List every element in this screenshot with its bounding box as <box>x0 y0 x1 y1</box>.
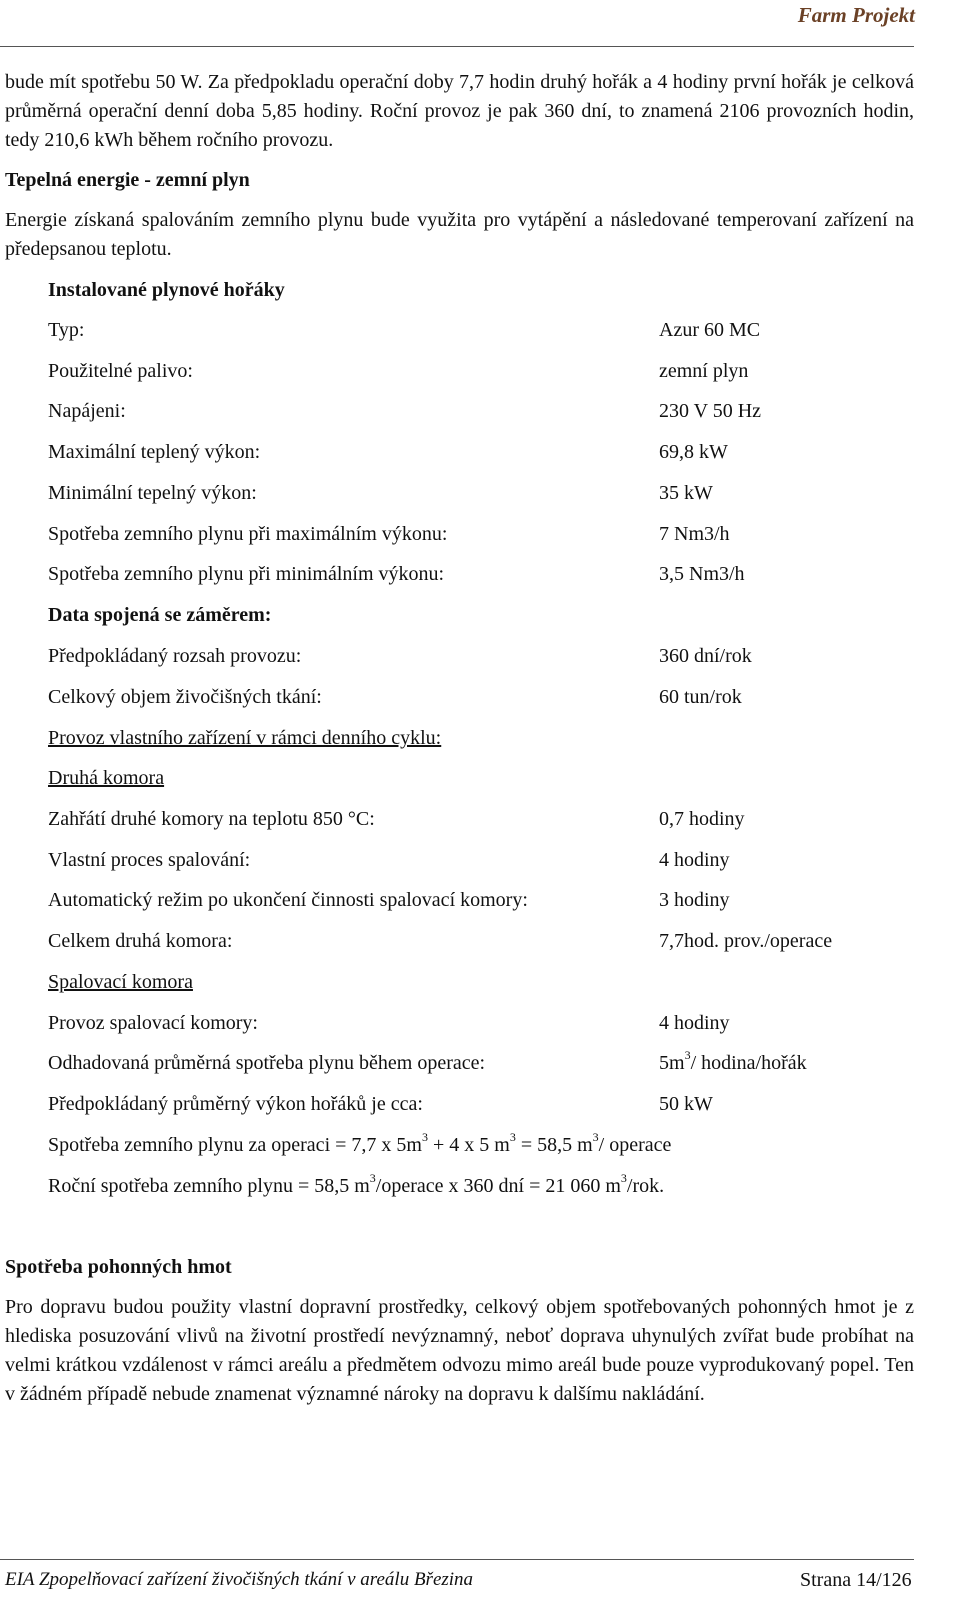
power-label: Předpokládaný průměrný výkon hořáků je cca: <box>48 1093 423 1115</box>
spec-value: 3,5 Nm3/h <box>659 563 745 585</box>
spec-label: Minimální tepelný výkon: <box>48 482 257 504</box>
estimate-value-sup: 3 <box>684 1048 691 1063</box>
chamber-value: 3 hodiny <box>659 889 730 911</box>
spec-value: zemní plyn <box>659 360 749 382</box>
chamber-value: 7,7hod. prov./operace <box>659 930 833 952</box>
estimate-value-post: / hodina/hořák <box>690 1052 807 1074</box>
thermal-paragraph: Energie získaná spalováním zemního plynu bude využita pro vytápění a následované temperovaní zařízení na předepsanou teplotu. <box>5 209 914 260</box>
fuel-paragraph: Pro dopravu budou použity vlastní dopravní prostředky, celkový objem spotřebovaných pohonných hmot je z hlediska posuzování vlivů na životní prostředí nevýznamný, neboť doprava uhynulých zvířat bude probíhat na velmi krátkou vzdálenost v rámci areálu a předmětem odvozu mimo areál bude pouze vyprodukovaný popel. Ten v žádném případě nebude znamenat významné nároky na dopravu k dalšímu nakládání. <box>5 1296 914 1405</box>
intent-value: 360 dní/rok <box>659 645 752 667</box>
burners-heading: Instalované plynové hořáky <box>48 279 285 301</box>
spec-value: 69,8 kW <box>659 441 728 463</box>
intent-heading: Data spojená se záměrem: <box>48 604 272 626</box>
thermal-heading: Tepelná energie - zemní plyn <box>5 169 250 191</box>
intro-paragraph: bude mít spotřebu 50 W. Za předpokladu operační doby 7,7 hodin druhý hořák a 4 hodiny první hořák je celková průměrná operační denní doba 5,85 hodiny. Roční provoz je pak 360 dní, to znamená 2106 provozních hodin, tedy 210,6 kWh během ročního provozu. <box>5 71 914 151</box>
formula-part: /operace x 360 dní = 21 060 m <box>375 1175 621 1197</box>
formula-sup: 3 <box>369 1171 376 1186</box>
estimate-value <box>659 1048 807 1075</box>
spec-label: Typ: <box>48 319 85 341</box>
formula-sup: 3 <box>592 1130 599 1145</box>
formula-part: Roční spotřeba zemního plynu = 58,5 m <box>48 1175 370 1197</box>
chamber-label: Zahřátí druhé komory na teplotu 850 °C: <box>48 808 375 830</box>
estimate-label: Odhadovaná průměrná spotřeba plynu během operace: <box>48 1052 486 1074</box>
chamber-label: Celkem druhá komora: <box>48 930 233 952</box>
power-value: 50 kW <box>659 1093 713 1115</box>
spec-value: 230 V 50 Hz <box>659 400 762 422</box>
formula-part: = 58,5 m <box>515 1134 593 1156</box>
footer-title: EIA Zpopelňovací zařízení živočišných tkání v areálu Březina <box>5 1569 474 1590</box>
formula-sup: 3 <box>421 1130 428 1145</box>
intent-label: Předpokládaný rozsah provozu: <box>48 645 302 667</box>
header-divider <box>0 46 914 47</box>
formula-sup: 3 <box>509 1130 516 1145</box>
header-brand: Farm Projekt <box>797 3 915 27</box>
formula-part: / operace <box>598 1134 672 1156</box>
formula-part: + 4 x 5 m <box>427 1134 510 1156</box>
spec-value: 7 Nm3/h <box>659 523 730 545</box>
spec-label: Spotřeba zemního plynu při minimálním výkonu: <box>48 563 445 585</box>
estimate-value-pre: 5m <box>659 1052 685 1074</box>
formula-annual <box>48 1171 665 1198</box>
spec-label: Napájeni: <box>48 400 126 422</box>
formula-sup: 3 <box>620 1171 627 1186</box>
formula-part: /rok. <box>626 1175 665 1197</box>
fuel-heading: Spotřeba pohonných hmot <box>5 1256 232 1278</box>
chamber-value: 4 hodiny <box>659 849 730 871</box>
combustion-label: Provoz spalovací komory: <box>48 1012 258 1034</box>
spec-value: Azur 60 MC <box>659 319 761 341</box>
page-number: Strana 14/126 <box>800 1569 912 1591</box>
combustion-chamber-heading: Spalovací komora <box>48 971 193 993</box>
chamber-label: Vlastní proces spalování: <box>48 849 251 871</box>
chamber-value: 0,7 hodiny <box>659 808 745 830</box>
combustion-value: 4 hodiny <box>659 1012 730 1034</box>
second-chamber-heading: Druhá komora <box>48 767 165 789</box>
spec-label: Maximální teplený výkon: <box>48 441 261 463</box>
spec-label: Spotřeba zemního plynu při maximálním výkonu: <box>48 523 448 545</box>
intent-value: 60 tun/rok <box>659 686 742 708</box>
spec-value: 35 kW <box>659 482 713 504</box>
chamber-label: Automatický režim po ukončení činnosti spalovací komory: <box>48 889 528 911</box>
spec-label: Použitelné palivo: <box>48 360 193 382</box>
formula-part: Spotřeba zemního plynu za operaci = 7,7 x 5m <box>48 1134 422 1156</box>
formula-operation <box>48 1130 672 1157</box>
intent-label: Celkový objem živočišných tkání: <box>48 686 322 708</box>
cycle-heading: Provoz vlastního zařízení v rámci denního cyklu: <box>48 727 442 749</box>
footer-divider <box>0 1559 914 1560</box>
